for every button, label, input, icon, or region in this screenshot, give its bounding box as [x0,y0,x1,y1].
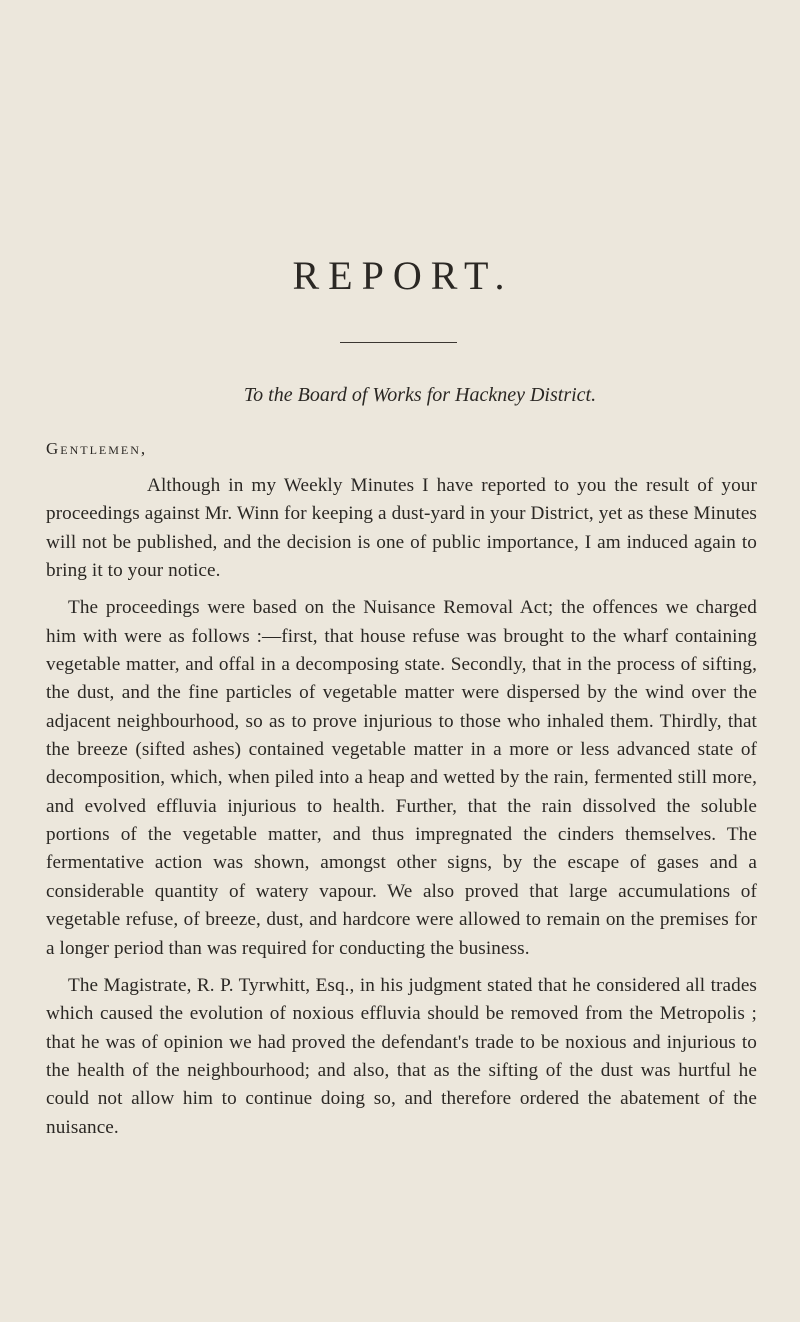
body-paragraph: The proceedings were based on the Nuisance Removal Act; the offences we charged him with were as follows :—first, that house refuse was brought to the wharf containing vegetable matter, and offal in a decomposing state. Secondly, that in the process of sifting, the dust, and the fine particles of vegetable matter were dispersed by the wind over the adjacent neighbourhood, so as to prove injurious to those who inhaled them. Thirdly, that the breeze (sifted ashes) contained vegetable matter in a more or less advanced state of decomposition, which, when piled into a heap and wetted by the rain, fermented still more, and evolved effluvia injurious to health. Further, that the rain dissolved the soluble portions of the vegetable matter, and thus impregnated the cinders themselves. The fermentative action was shown, amongst other signs, by the escape of gases and a considerable quantity of watery vapour. We also proved that large accumulations of vegetable refuse, of breeze, dust, and hardcore were allowed to remain on the premises for a longer period than was required for conducting the business. [46,597,757,959]
salutation: Gentlemen, [46,439,148,458]
title-divider [340,342,457,343]
body-paragraph: Although in my Weekly Minutes I have reported to you the result of your proceedings against Mr. Winn for keeping a dust-yard in your District, yet as these Minutes will not be published, and the decision is one of public importance, I am induced again to bring it to your notice. [46,475,757,582]
body-paragraph: The Magistrate, R. P. Tyrwhitt, Esq., in his judgment stated that he considered all trades which caused the evolution of noxious effluvia should be removed from the Metropolis ; that he was of opinion we had proved the defendant's trade to be noxious and injurious to the health of the neighbourhood; and also, that as the sifting of the dust was hurtful he could not allow him to continue doing so, and therefore ordered the abatement of the nuisance. [46,974,757,1138]
report-body [46,472,757,1151]
report-title: REPORT. [292,253,514,298]
addressee-line: To the Board of Works for Hackney District. [243,384,597,406]
